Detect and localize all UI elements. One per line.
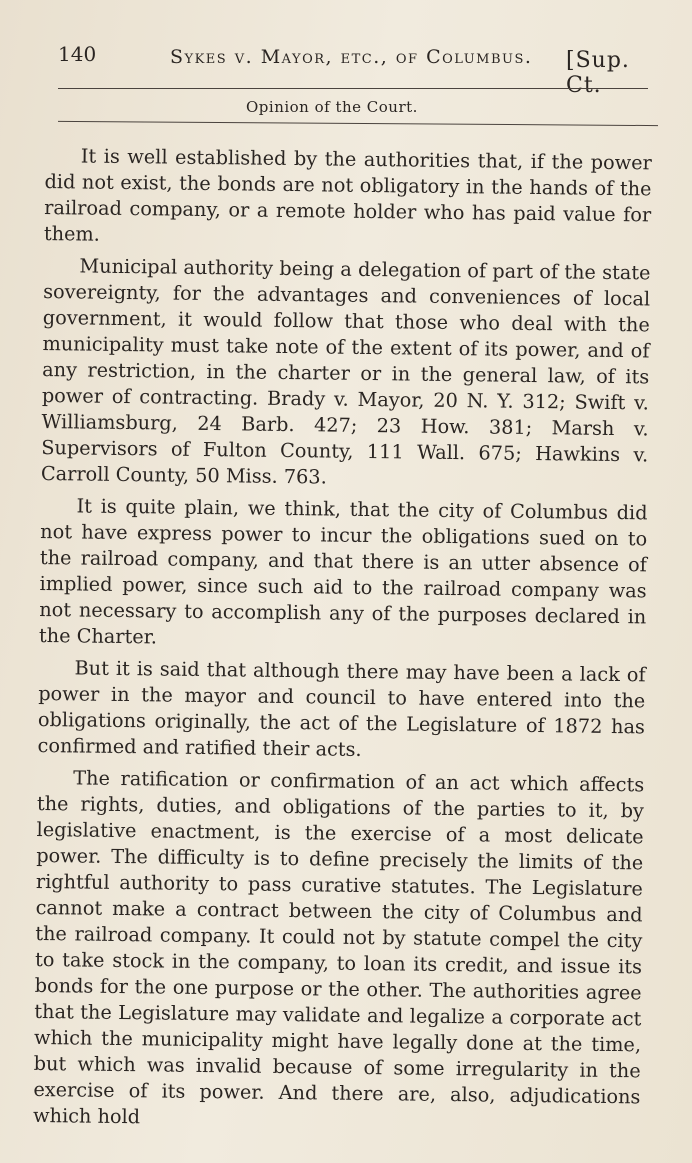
opinion-text	[33, 143, 652, 1139]
paragraph: It is well established by the authorities that, if the power did not exist, the bonds are not obligatory in the hands of the railroad company, or a remote holder who has paid value for them.	[43, 144, 652, 246]
section-label: Opinion of the Court.	[246, 98, 418, 116]
paragraph: It is quite plain, we think, that the city of Columbus did not have express power to incur the obligations sued on to the railroad company, and that there is an utter absence of implied power, since such aid to the railroad company was not necessary to accomplish any of the purposes declared in the Charter.	[38, 494, 648, 649]
running-head	[58, 38, 668, 98]
paragraph: The ratification or confirmation of an act which affects the rights, duties, and obligations of the parties to it, by legislative enactment, is the exercise of a most delicate power. The difficulty is to define precisely the limits of the rightful authority to pass curative statutes. The Legislature cannot make a contract between the city of Columbus and the railroad company. It could not by statute compel the city to take stock in the company, to loan its credit, and issue its bonds for the one purpose or the other. The authorities agree that the Legislature may validate and legalize a corporate act which the municipality might have legally done at the time, but which was invalid because of some irregularity in the exercise of its power. And there are, also, adjudications which hold	[32, 766, 645, 1129]
paragraph: Municipal authority being a delegation of part of the state sovereignty, for the advantages and conveniences of local government, it would follow that those who deal with the municipality must take note of the extent of its power, and of any restriction, in the charter or in the general law, of its power of contracting. Brady v. Mayor, 20 N. Y. 312; Swift v. Williamsburg, 24 Barb. 427; 23 How. 381; Marsh v. Supervisors of Fulton County, 111 Wall. 675; Hawkins v. Carroll County, 50 Miss. 763.	[40, 254, 651, 489]
court-reference: [Sup. Ct.	[566, 48, 630, 98]
case-title: Sykes v. Mayor, etc., of Columbus.	[170, 46, 533, 68]
page-number: 140	[58, 42, 97, 66]
paragraph: But it is said that although there may have been a lack of power in the mayor and council to have entered into the obligations originally, the act of the Legislature of 1872 has confirmed and ratified their acts.	[37, 656, 646, 761]
header-rule	[58, 88, 648, 89]
section-rule	[58, 121, 658, 126]
